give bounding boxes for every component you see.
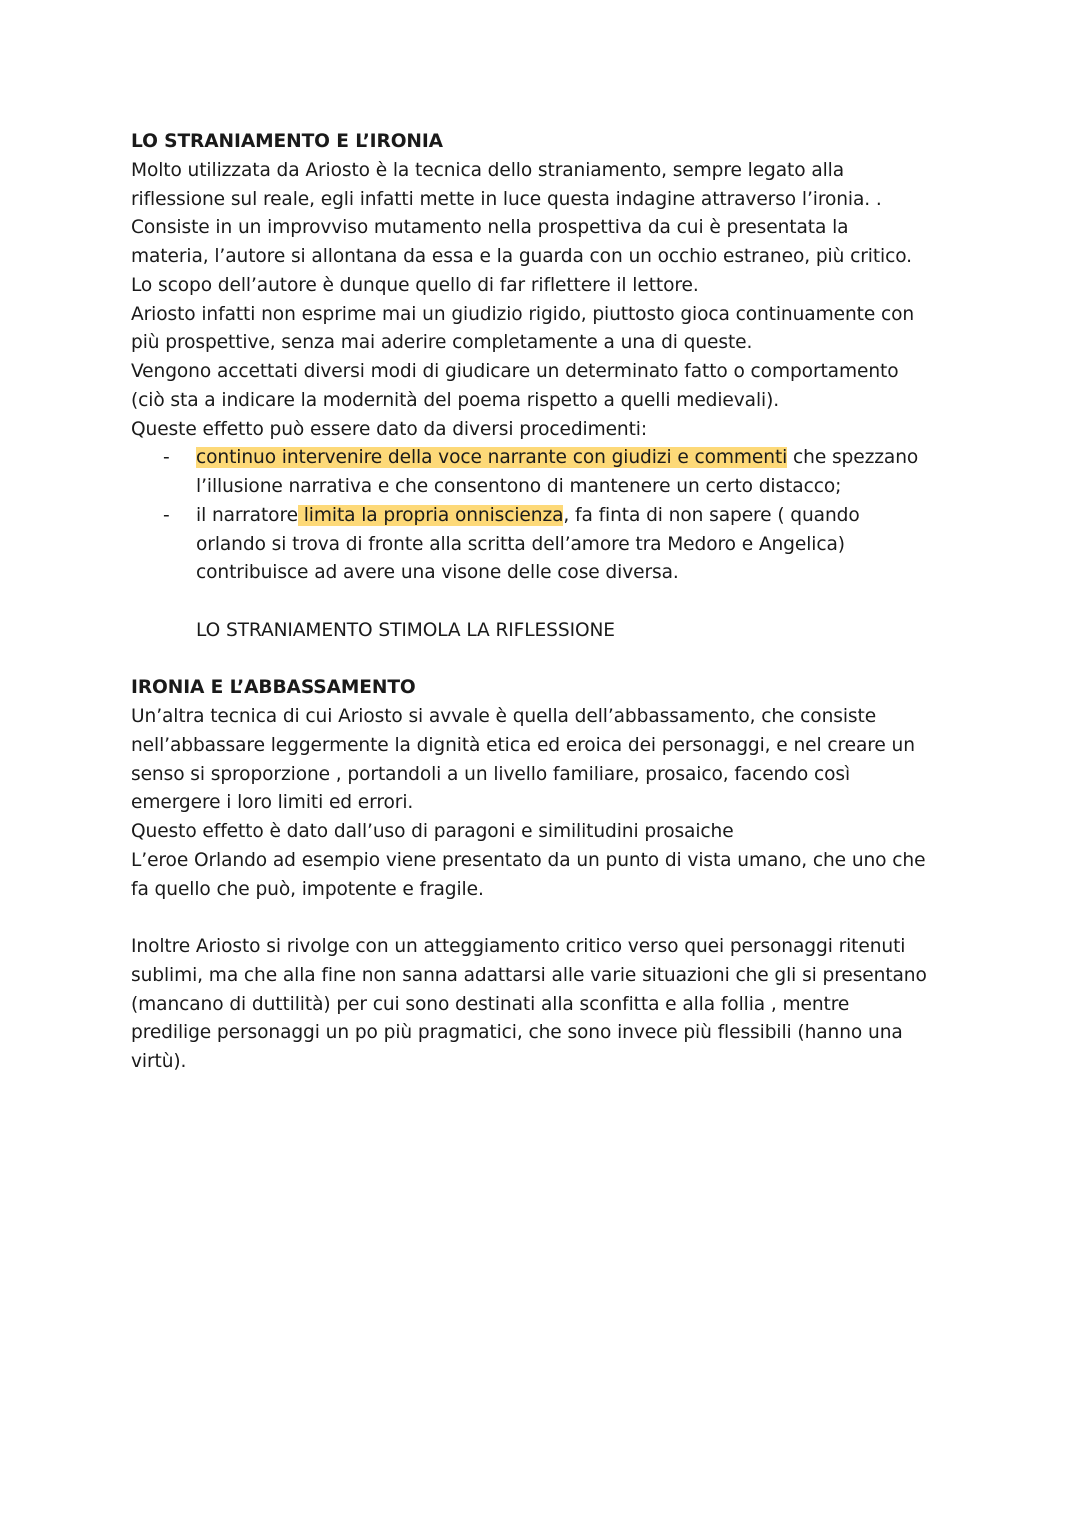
bullet-text: il narratore bbox=[196, 504, 298, 526]
section-heading-abbassamento: IRONIA E L’ABBASSAMENTO bbox=[131, 677, 416, 699]
bullet-item-1 bbox=[131, 444, 991, 473]
conclusion-text: LO STRANIAMENTO STIMOLA LA RIFLESSIONE bbox=[196, 619, 615, 641]
spacer bbox=[131, 904, 991, 933]
text-line: virtù). bbox=[131, 1051, 187, 1072]
text-line: sublimi, ma che alla fine non sanna adattarsi alle varie situazioni che gli si presentano bbox=[131, 964, 927, 986]
bullet-continuation: l’illusione narrativa e che consentono di mantenere un certo distacco; bbox=[196, 476, 842, 497]
text-line: Questo effetto è dato dall’uso di paragoni e similitudini prosaiche bbox=[131, 821, 734, 842]
bullet-text: , fa finta di non sapere ( quando bbox=[563, 504, 860, 526]
text-line: Molto utilizzata da Ariosto è la tecnica dello straniamento, sempre legato alla bbox=[131, 159, 845, 181]
text-line: Consiste in un improvviso mutamento nella prospettiva da cui è presentata la bbox=[131, 217, 849, 239]
text-line: L’eroe Orlando ad esempio viene presentato da un punto di vista umano, che uno che bbox=[131, 849, 926, 871]
highlighted-text: limita la propria onniscienza bbox=[297, 504, 564, 526]
bullet-text: che spezzano bbox=[787, 447, 919, 469]
text-line: predilige personaggi un po più pragmatici, che sono invece più flessibili (hanno una bbox=[131, 1022, 903, 1044]
text-line: senso si sproporzione , portandoli a un livello familiare, prosaico, facendo così bbox=[131, 763, 851, 785]
bullet-dash: - bbox=[163, 504, 170, 526]
text-line: riflessione sul reale, egli infatti mette in luce questa indagine attraverso l’ironia. . bbox=[131, 188, 882, 210]
spacer bbox=[131, 588, 991, 617]
text-line: Queste effetto può essere dato da diversi procedimenti: bbox=[131, 418, 648, 440]
text-line: Inoltre Ariosto si rivolge con un atteggiamento critico verso quei personaggi ritenuti bbox=[131, 936, 906, 957]
bullet-continuation: contribuisce ad avere una visone delle cose diversa. bbox=[196, 562, 679, 584]
text-line: emergere i loro limiti ed errori. bbox=[131, 792, 414, 814]
bullet-dash: - bbox=[163, 447, 170, 469]
text-line: nell’abbassare leggermente la dignità etica ed eroica dei personaggi, e nel creare un bbox=[131, 734, 915, 756]
highlighted-text: continuo intervenire della voce narrante con giudizi e commenti bbox=[196, 447, 788, 469]
text-line: Un’altra tecnica di cui Ariosto si avvale è quella dell’abbassamento, che consiste bbox=[131, 706, 877, 727]
text-line: Lo scopo dell’autore è dunque quello di far riflettere il lettore. bbox=[131, 274, 699, 296]
text-line: fa quello che può, impotente e fragile. bbox=[131, 878, 484, 900]
document-page bbox=[131, 128, 991, 1077]
text-line: Vengono accettati diversi modi di giudicare un determinato fatto o comportamento bbox=[131, 361, 899, 382]
spacer bbox=[131, 646, 991, 675]
bullet-item-2 bbox=[131, 502, 991, 531]
section-heading-straniamento: LO STRANIAMENTO E L’IRONIA bbox=[131, 131, 443, 152]
text-line: materia, l’autore si allontana da essa e la guarda con un occhio estraneo, più critico. bbox=[131, 246, 912, 267]
text-line: Ariosto infatti non esprime mai un giudizio rigido, piuttosto gioca continuamente con bbox=[131, 303, 915, 325]
text-line: (ciò sta a indicare la modernità del poema rispetto a quelli medievali). bbox=[131, 389, 780, 411]
text-line: più prospettive, senza mai aderire completamente a una di queste. bbox=[131, 332, 753, 354]
bullet-continuation: orlando si trova di fronte alla scritta dell’amore tra Medoro e Angelica) bbox=[196, 533, 845, 555]
text-line: (mancano di duttilità) per cui sono destinati alla sconfitta e alla follia , mentre bbox=[131, 993, 850, 1015]
